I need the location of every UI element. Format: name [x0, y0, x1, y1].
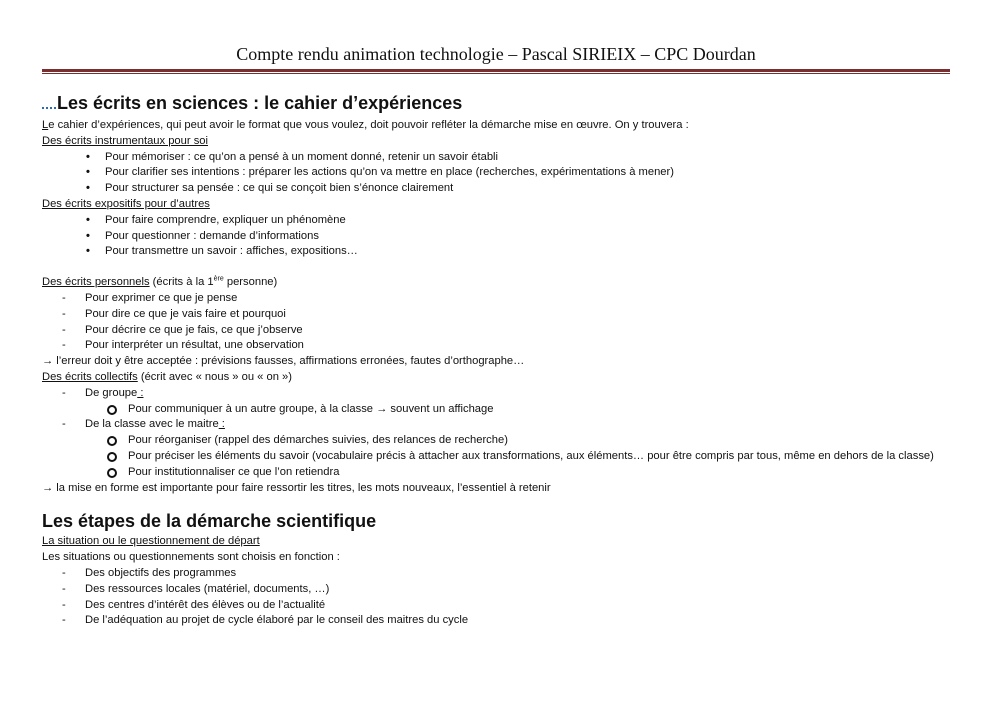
list-item: Pour communiquer à un autre groupe, à la classe → souvent un affichage: [105, 402, 952, 418]
list-classe: [85, 433, 952, 480]
blank-line: [42, 260, 952, 275]
section-title-ecrits: [42, 92, 952, 114]
personnels-note-after: personne): [223, 276, 278, 289]
list-item: • Pour faire comprendre, expliquer un phénomène: [86, 213, 952, 229]
groupe-label: De groupe: [85, 386, 138, 399]
collectifs-note: (écrit avec « nous » ou « on »): [137, 370, 292, 383]
section-title-etapes: Les étapes de la démarche scientifique: [42, 511, 377, 532]
document-body: [42, 92, 952, 629]
heading-collectifs: [42, 370, 952, 386]
intro-first-letter: L: [42, 119, 49, 131]
list-item: - De l’adéquation au projet de cycle élaboré par le conseil des maitres du cycle: [62, 613, 952, 629]
heading-personnels-text: Des écrits personnels: [42, 276, 150, 289]
heading-situation: La situation ou le questionnement de départ: [42, 535, 260, 548]
page-header: Compte rendu animation technologie – Pascal SIRIEIX – CPC Dourdan: [236, 44, 756, 64]
list-item: Pour réorganiser (rappel des démarches suivies, des relances de recherche): [105, 433, 952, 449]
list-groupe: [85, 402, 952, 418]
intro-paragraph: [42, 118, 952, 134]
list-item: - Des ressources locales (matériel, documents, …): [62, 582, 952, 598]
heading-expositifs: Des écrits expositifs pour d’autres: [42, 197, 210, 210]
situation-intro: Les situations ou questionnements sont choisis en fonction :: [42, 551, 340, 564]
list-item-classe: [62, 417, 952, 480]
list-item: • Pour clarifier ses intentions : préparer les actions qu’on va mettre en place (recherches, expérimentations à mener): [86, 165, 952, 181]
list-item: - Pour dire ce que je vais faire et pourquoi: [62, 307, 952, 323]
header-rule-thick: [42, 69, 950, 72]
list-item: - Pour interpréter un résultat, une observation: [62, 338, 952, 354]
list-item: - Pour décrire ce que je fais, ce que j’observe: [62, 323, 952, 339]
list-item: Pour institutionnaliser ce que l’on retiendra: [105, 465, 952, 481]
personnels-note-before: (écrits à la 1: [149, 276, 214, 289]
list-item: Pour préciser les éléments du savoir (vocabulaire précis à attacher aux transformations, aux éléments… pour être compris par tous, même en dehors de la classe): [105, 449, 952, 465]
collectifs-conclusion: → la mise en forme est importante pour faire ressortir les titres, les mots nouveaux, l’essentiel à retenir: [42, 481, 551, 494]
heading-instrumentaux: Des écrits instrumentaux pour soi: [42, 134, 209, 147]
list-instrumentaux: [42, 150, 952, 197]
classe-colon: :: [218, 418, 225, 431]
heading-personnels: [42, 275, 952, 291]
classe-label: De la classe avec le maitre: [85, 418, 219, 431]
list-personnels: [42, 291, 952, 354]
list-item: - Pour exprimer ce que je pense: [62, 291, 952, 307]
list-item: • Pour transmettre un savoir : affiches, expositions…: [86, 244, 952, 260]
list-collectifs: [42, 386, 952, 481]
groupe-colon: :: [137, 386, 144, 399]
list-item-groupe: [62, 386, 952, 418]
personnels-note-sup: ère: [213, 275, 224, 283]
section-title-ecrits-text: Les écrits en sciences : le cahier d’expériences: [57, 93, 463, 113]
intro-text: e cahier d’expériences, qui peut avoir le format que vous voulez, doit pouvoir refléter la démarche mise en œuvre. On y trouvera :: [48, 119, 689, 131]
list-criteres: [42, 566, 952, 629]
header-rule-thin: [42, 73, 950, 74]
list-item: - Des objectifs des programmes: [62, 566, 952, 582]
list-item: - Des centres d’intérêt des élèves ou de l’actualité: [62, 598, 952, 614]
list-item: • Pour questionner : demande d’informations: [86, 229, 952, 245]
personnels-conclusion: → l’erreur doit y être acceptée : prévisions fausses, affirmations erronées, fautes d’orthographe…: [42, 355, 525, 368]
list-expositifs: [42, 213, 952, 260]
anchor-icon: [42, 104, 56, 109]
heading-collectifs-text: Des écrits collectifs: [42, 370, 138, 383]
list-item: • Pour structurer sa pensée : ce qui se conçoit bien s’énonce clairement: [86, 181, 952, 197]
list-item: • Pour mémoriser : ce qu’on a pensé à un moment donné, retenir un savoir établi: [86, 150, 952, 166]
